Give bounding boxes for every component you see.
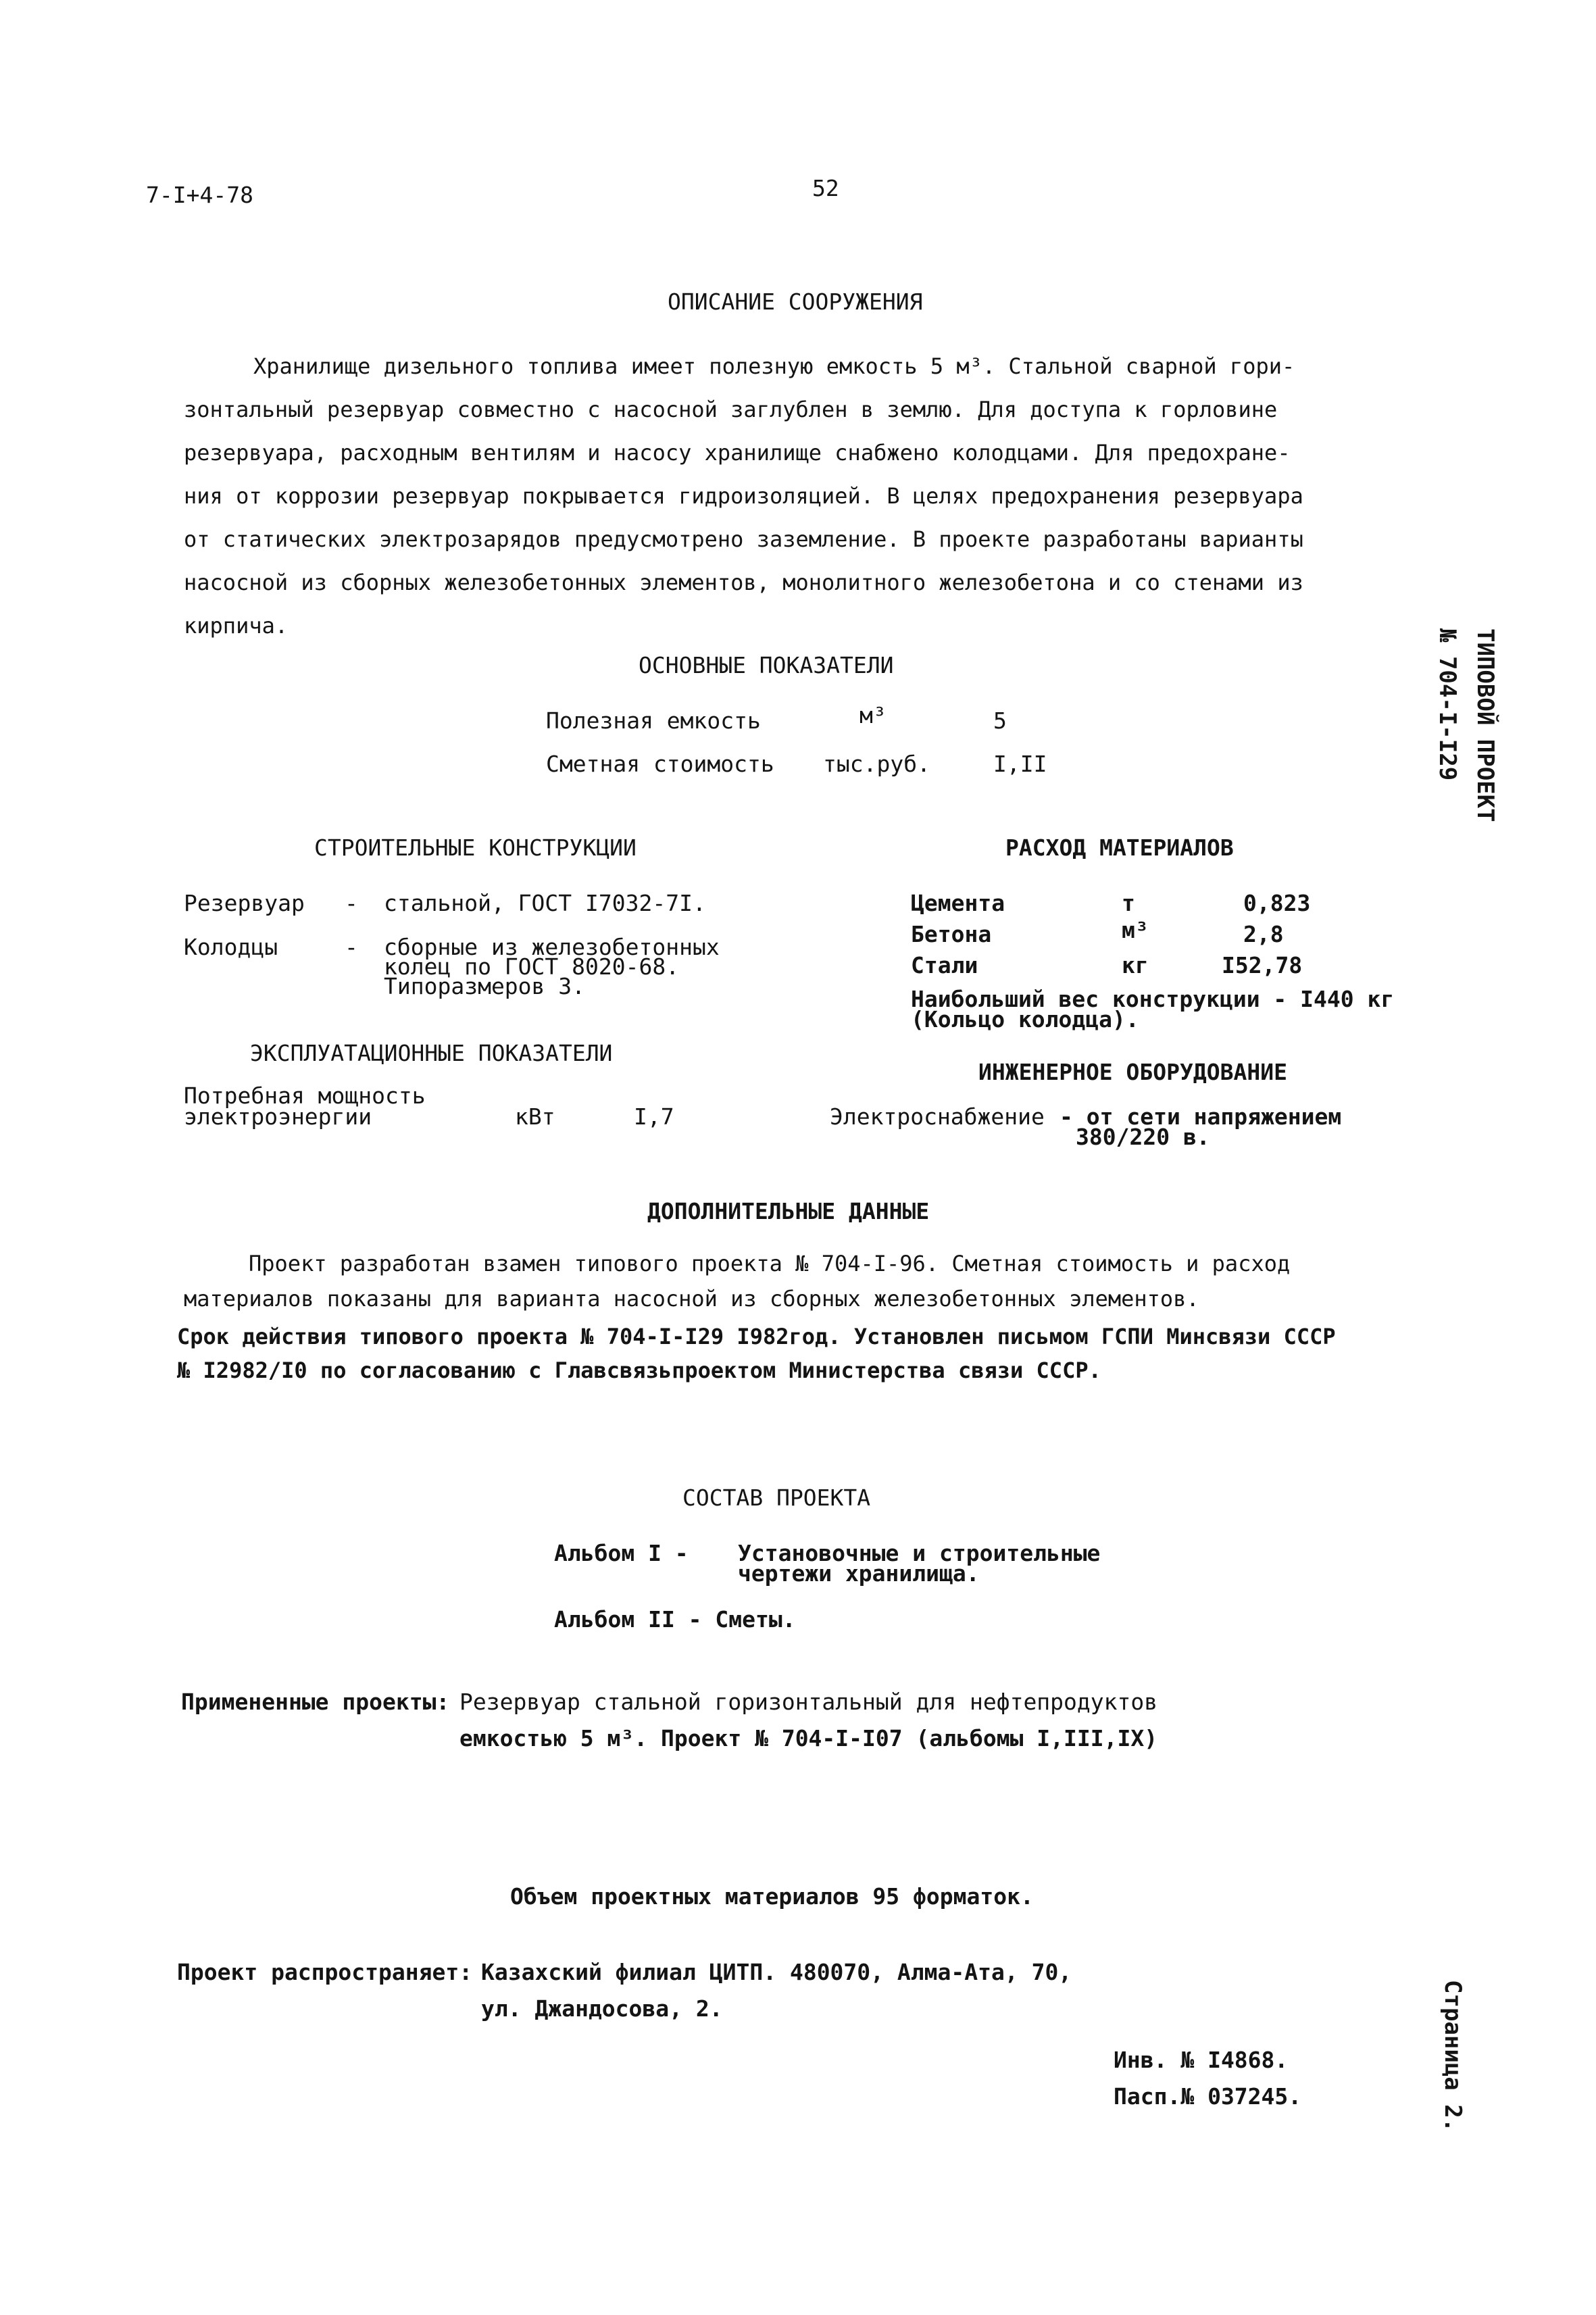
construction-text: стальной, ГОСТ I7032-7I. (384, 890, 706, 916)
description-line: зонтальный резервуар совместно с насосной заглублен в землю. Для доступа к горловине (184, 397, 1278, 422)
applied-text: емкостью 5 м³. Проект № 704-I-I07 (альбомы I,III,IX) (459, 1725, 1158, 1751)
construction-dash: - (345, 934, 358, 960)
inventory-number: Инв. № I4868. (1114, 2047, 1289, 2073)
volume-line: Объем проектных материалов 95 форматок. (510, 1883, 1034, 1910)
composition-title: СОСТАВ ПРОЕКТА (682, 1485, 871, 1511)
engineering-label: Электроснабжение (830, 1103, 1045, 1130)
description-title: ОПИСАНИЕ СООРУЖЕНИЯ (668, 289, 923, 315)
main-indicators-title: ОСНОВНЫЕ ПОКАЗАТЕЛИ (639, 652, 894, 678)
engineering-text: 380/220 в. (1076, 1124, 1210, 1150)
material-unit: м³ (1122, 917, 1149, 943)
material-unit: кг (1122, 952, 1149, 978)
description-line: Хранилище дизельного топлива имеет полезную емкость 5 м³. Стальной сварной гори- (253, 353, 1295, 379)
construction-text: сборные из железобетонных (384, 934, 720, 960)
additional-line: Проект разработан взамен типового проекта № 704-I-96. Сметная стоимость и расход (249, 1251, 1291, 1276)
operation-title: ЭКСПЛУАТАЦИОННЫЕ ПОКАЗАТЕЛИ (250, 1040, 613, 1066)
description-line: насосной из сборных железобетонных элементов, монолитного железобетона и со стенами из (184, 570, 1303, 595)
album-text: чертежи хранилища. (738, 1560, 980, 1587)
constructions-title: СТРОИТЕЛЬНЫЕ КОНСТРУКЦИИ (314, 835, 637, 861)
indicator-label: Полезная емкость (546, 707, 761, 734)
description-line: резервуара, расходным вентилям и насосу хранилище снабжено колодцами. Для предохране- (184, 440, 1291, 466)
materials-title: РАСХОД МАТЕРИАЛОВ (1005, 835, 1234, 861)
material-label: Стали (911, 952, 978, 978)
material-note: (Кольцо колодца). (911, 1006, 1139, 1032)
indicator-value: I,II (993, 751, 1047, 777)
operation-unit: кВт (515, 1103, 555, 1130)
material-unit: т (1122, 890, 1135, 916)
material-label: Цемента (911, 890, 1005, 916)
project-number-label: № 704-I-I29 (1434, 628, 1461, 781)
validity-line: № I2982/I0 по согласованию с Главсвязьпроектом Министерства связи СССР. (177, 1358, 1101, 1383)
construction-dash: - (345, 890, 358, 916)
passport-number: Пасп.№ 037245. (1114, 2083, 1302, 2110)
engineering-title: ИНЖЕНЕРНОЕ ОБОРУДОВАНИЕ (978, 1059, 1287, 1085)
material-label: Бетона (911, 921, 992, 947)
distribution-label: Проект распространяет: (177, 1959, 473, 1985)
indicator-unit: м³ (859, 702, 887, 728)
page-number: 52 (812, 175, 839, 201)
applied-label: Примененные проекты: (181, 1689, 450, 1715)
material-value: I52,78 (1222, 952, 1303, 978)
construction-text: колец по ГОСТ 8020-68. (384, 953, 680, 980)
operation-label: Потребная мощность (184, 1082, 426, 1109)
material-value: 2,8 (1243, 921, 1284, 947)
validity-line: Срок действия типового проекта № 704-I-I29 I982год. Установлен письмом ГСПИ Минсвязи СССР (177, 1324, 1336, 1349)
operation-value: I,7 (634, 1103, 674, 1130)
construction-label: Колодцы (184, 934, 278, 960)
description-line: кирпича. (184, 613, 289, 639)
album-text: Установочные и строительные (738, 1540, 1101, 1566)
indicator-unit: тыс.руб. (823, 751, 930, 777)
operation-label: электроэнергии (184, 1103, 372, 1130)
indicator-label: Сметная стоимость (546, 751, 774, 777)
engineering-text: - от сети напряжением (1059, 1103, 1342, 1130)
applied-text: Резервуар стальной горизонтальный для нефтепродуктов (459, 1689, 1158, 1715)
album-label: Альбом I - (554, 1540, 689, 1566)
description-line: ния от коррозии резервуар покрывается гидроизоляцией. В целях предохранения резервуара (184, 483, 1303, 509)
distribution-text: ул. Джандосова, 2. (481, 1995, 723, 2022)
tipovoy-proekt-label: ТИПОВОЙ ПРОЕКТ (1472, 628, 1499, 822)
indicator-value: 5 (993, 707, 1007, 734)
material-value: 0,823 (1243, 890, 1311, 916)
description-line: от статических электрозарядов предусмотрено заземление. В проекте разработаны варианты (184, 526, 1303, 552)
additional-title: ДОПОЛНИТЕЛЬНЫЕ ДАННЫЕ (647, 1198, 930, 1224)
page-side-label: Страница 2. (1439, 1980, 1466, 2133)
additional-line: материалов показаны для варианта насосной из сборных железобетонных элементов. (184, 1286, 1199, 1312)
distribution-text: Казахский филиал ЦИТП. 480070, Алма-Ата, 70, (481, 1959, 1072, 1985)
material-note: Наибольший вес конструкции - I440 кг (911, 986, 1395, 1012)
construction-text: Типоразмеров 3. (384, 973, 586, 999)
construction-label: Резервуар (184, 890, 305, 916)
album-line: Альбом II - Сметы. (554, 1606, 796, 1633)
document-code: 7-I+4-78 (146, 182, 253, 208)
